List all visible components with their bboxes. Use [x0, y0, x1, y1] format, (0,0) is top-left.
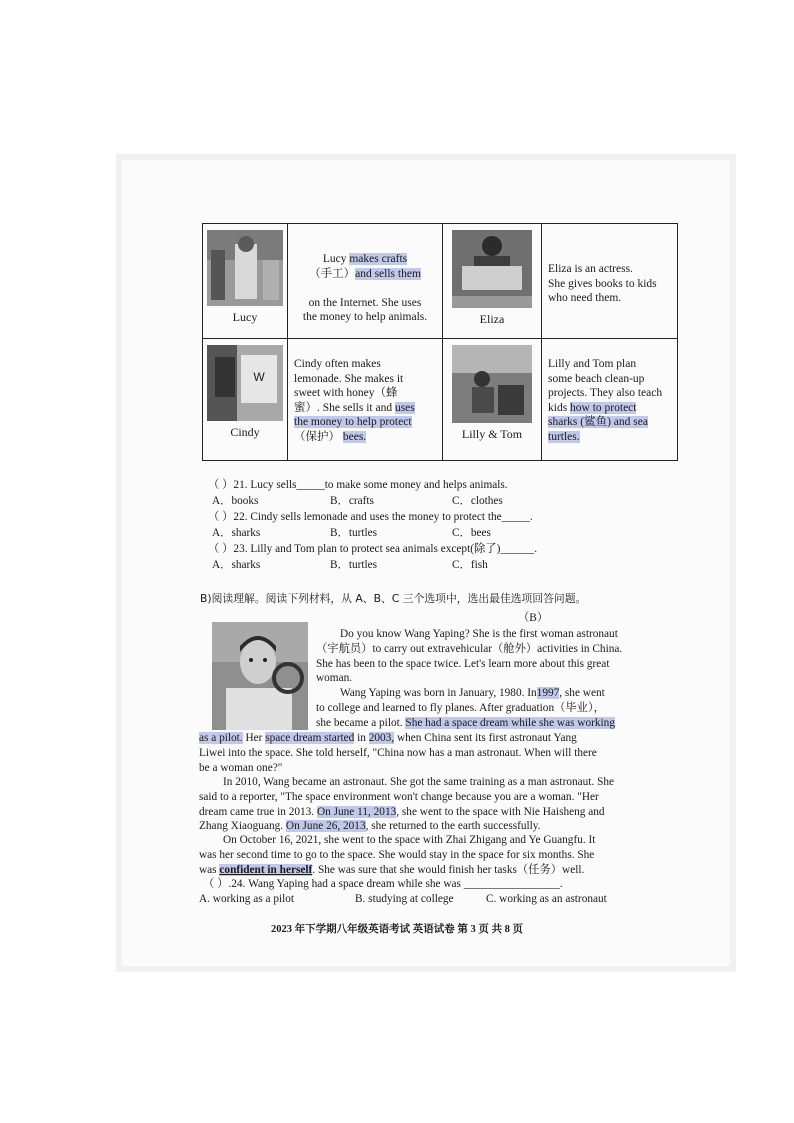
paragraph-4: On October 16, 2021, she went to the space with Zhai Zhigang and Ye Guangfu. It was her second time to go to the space. She would stay in the space for six months. She was confident in herself. She was sure that she would finish her tasks（任务）well.: [199, 834, 596, 876]
svg-text:W: W: [253, 370, 265, 384]
options-22: A．sharks B．turtles C．bees: [212, 527, 491, 539]
question-24: （ ）.24. Wang Yaping had a space dream while she was _________________.: [203, 878, 563, 890]
section-b-label: （B）: [518, 612, 549, 624]
lucy-photo: [207, 230, 283, 306]
options-24: A. working as a pilot B. studying at college C. working as an astronaut: [199, 893, 607, 905]
question-21: （ ）21. Lucy sells_____to make some money and helps animals.: [208, 479, 508, 491]
text-cell-cindy: Cindy often makes lemonade. She makes it sweet with honey（蜂 蜜）. She sells it and uses the money to help protect （保护） bees.: [288, 339, 443, 461]
paragraph-2-tail: as a pilot. Her space dream started in 2003, when China sent its first astronaut Yang Liwei into the space. She told herself, "China now has a man astronaut. When will there be a woman one?": [199, 732, 597, 774]
question-22: （ ）22. Cindy sells lemonade and uses the money to protect the_____.: [208, 511, 533, 523]
page-footer: 2023 年下学期八年级英语考试 英语试卷 第 3 页 共 8 页: [271, 924, 523, 935]
name-eliza: Eliza: [479, 312, 505, 326]
text-cell-lilly-tom: Lilly and Tom plan some beach clean-up projects. They also teach kids how to protect sharks (鲨鱼) and sea turtles.: [542, 339, 678, 461]
info-table: [202, 223, 678, 461]
photo-cell-lilly-tom: [443, 339, 542, 461]
name-lucy: Lucy: [232, 310, 258, 324]
options-23: A．sharks B．turtles C．fish: [212, 559, 488, 571]
lilly-tom-photo: [452, 345, 532, 423]
photo-cell-eliza: [443, 224, 542, 339]
cindy-photo: [207, 345, 283, 421]
paragraph-1: Do you know Wang Yaping? She is the first woman astronaut （宇航员）to carry out extravehicular（舱外）activities in China. She has been to the space twice. Let's learn more about this great woman.: [316, 628, 623, 685]
photo-cell-cindy: [203, 339, 288, 461]
section-b-instruction: B)阅读理解。阅读下列材料，从 A、B、C 三个选项中，选出最佳选项回答问题。: [200, 592, 587, 605]
paragraph-2-head: Wang Yaping was born in January, 1980. In1997, she went to college and learned to fly planes. After graduation（毕业）， she became a pilot. She had a space dream while she was working: [316, 687, 615, 729]
name-lilly-tom: Lilly & Tom: [461, 427, 523, 441]
paragraph-3: In 2010, Wang became an astronaut. She got the same training as a man astronaut. She said to a reporter, "The space environment won't change because you are a woman. "Her dream came true in 2013. On June 11, 2013, she went to the space with Nie Haisheng and Zhang Xiaoguang. On June 26, 2013, she returned to the earth successfully.: [199, 776, 615, 833]
eliza-photo: [452, 230, 532, 308]
text-cell-lucy: Lucy makes crafts （手工）and sells them on the Internet. She uses the money to help animals.: [288, 224, 443, 339]
question-23: （ ）23. Lilly and Tom plan to protect sea animals except(除了)______.: [208, 543, 538, 555]
text-cell-eliza: Eliza is an actress. She gives books to kids who need them.: [542, 224, 678, 339]
name-cindy: Cindy: [230, 425, 260, 439]
photo-cell-lucy: [203, 224, 288, 339]
wang-yaping-photo: [212, 622, 308, 730]
options-21: A．books B．crafts C．clothes: [212, 495, 503, 507]
